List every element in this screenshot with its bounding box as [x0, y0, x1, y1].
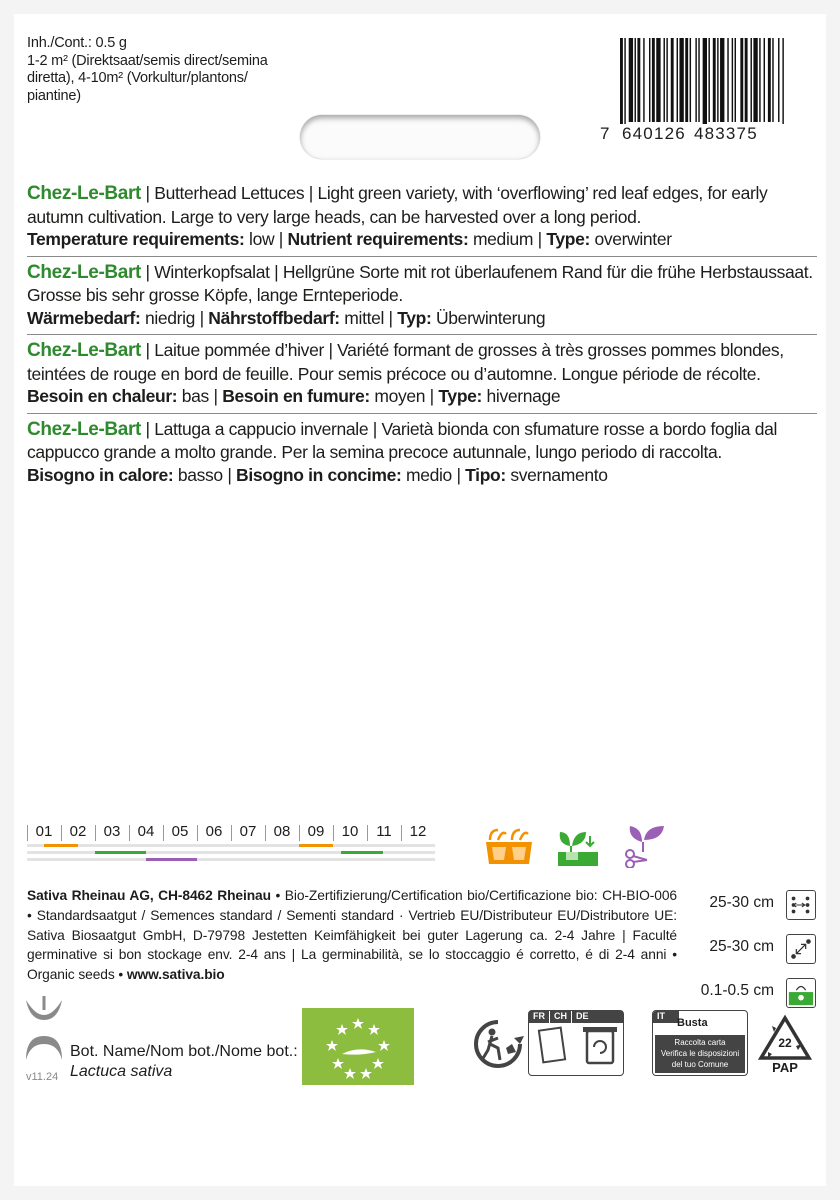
sowing-icon — [556, 826, 600, 868]
italy-sorting-box — [652, 1010, 748, 1076]
variety-name: Chez-Le-Bart — [27, 340, 142, 361]
spec-plant-spacing — [646, 934, 826, 964]
plant-spacing-value: 25-30 cm — [709, 938, 774, 955]
content-line: Inh./Cont.: 0.5 g — [27, 35, 127, 51]
variety-description: | Laitue pommée d’hiver | Variété formant de grosses à très grosses pommes blondes, teintées de rouge en bord de feuille. Pour semis précoce ou d’automne. Longue période de récolte. — [27, 340, 784, 384]
month-label: 05 — [163, 823, 197, 840]
sowing-calendar — [27, 823, 435, 865]
temp-label: Wärmebedarf: — [27, 307, 141, 328]
variety-descriptions — [27, 182, 817, 491]
nutrient-value: medium | — [468, 229, 547, 249]
content-info — [27, 35, 297, 105]
version-label: v11.24 — [26, 1071, 59, 1083]
italy-code: IT — [653, 1011, 679, 1023]
month-label: 11 — [367, 823, 401, 840]
row-spacing-value: 25-30 cm — [709, 894, 774, 911]
nutrient-value: mittel | — [339, 307, 398, 328]
nutrient-label: Besoin en fumure: — [222, 386, 370, 406]
temp-value: basso | — [173, 464, 237, 485]
month-label: 03 — [95, 823, 129, 840]
month-label: 09 — [299, 823, 333, 840]
pap-number: 22 — [778, 1036, 792, 1050]
company-info — [27, 886, 677, 985]
temp-value: bas | — [177, 386, 223, 406]
variety-description: | Lattuga a cappucio invernale | Varietà bionda con sfumature rosse a bordo foglia dal cappucco grande a molto grande. Per la semina precoce autunnale, lungo periodo di raccolta. — [27, 418, 777, 462]
type-label: Typ: — [397, 307, 432, 328]
month-label: 04 — [129, 823, 163, 840]
month-label: 01 — [27, 823, 61, 840]
month-label: 02 — [61, 823, 95, 840]
type-label: Type: — [546, 229, 590, 249]
variety-name: Chez-Le-Bart — [27, 183, 142, 204]
type-label: Tipo: — [465, 464, 506, 485]
content-line: piantine) — [27, 87, 81, 104]
description-fr — [27, 335, 817, 414]
calendar-track — [27, 858, 435, 861]
calendar-bar-indoor — [44, 844, 78, 847]
spec-row-spacing — [646, 890, 826, 920]
month-label: 08 — [265, 823, 299, 840]
type-value: Überwinterung — [431, 307, 546, 328]
botanical-latin: Lactuca sativa — [70, 1063, 173, 1080]
italy-text-line: Verifica le disposizioni — [660, 1049, 740, 1058]
temp-label: Temperature requirements: — [27, 229, 245, 249]
nutrient-value: medio | — [401, 464, 466, 485]
plant-spacing-icon — [786, 934, 816, 964]
calendar-track — [27, 844, 435, 847]
company-text: • Bio-Zertifizierung/Certification bio/Certificazione bio: CH-BIO-006 • Standardsaatgut / Semences standard / Sementi standard · Vertrieb EU/Distributeur EU/Distributore UE: Sativa Biosaatgut GmbH, D-79798 Jestetten Keimfähigkeit bei guter Lagerung ca. 2-4 Jahre | Faculté germinative si bon stockage env. 2-4 ans | La germinabilità, se lo stoccaggio é corretto, é di 2-4 anni • Organic seeds • — [27, 888, 677, 983]
barcode-digits-right: 483375 — [693, 124, 758, 143]
temp-label: Besoin en chaleur: — [27, 386, 178, 406]
description-de — [27, 257, 817, 336]
calendar-bar-harvest — [146, 858, 197, 861]
company-name: Sativa Rheinau AG, CH-8462 Rheinau — [27, 888, 271, 903]
company-website[interactable]: www.sativa.bio — [126, 967, 225, 983]
botanical-name — [70, 1042, 298, 1082]
nutrient-value: moyen | — [369, 386, 439, 406]
temp-label: Bisogno in calore: — [27, 464, 174, 485]
barcode-digits-left: 640126 — [622, 124, 686, 143]
content-line: 1-2 m² (Direktsaat/semis direct/semina — [27, 52, 268, 69]
month-label: 06 — [197, 823, 231, 840]
seed-tray-icon — [484, 828, 534, 868]
content-line: diretta), 4-10m² (Vorkultur/plantons/ — [27, 70, 248, 86]
calendar-bar-sowing — [95, 851, 146, 854]
description-it — [27, 414, 817, 492]
country-codes — [529, 1011, 623, 1023]
variety-description: | Butterhead Lettuces | Light green variety, with ‘overflowing’ red leaf edges, for early autumn cultivation. Large to very large heads, can be harvested over a long period. — [27, 183, 768, 227]
nutrient-label: Bisogno in concime: — [236, 464, 402, 485]
sorting-instruction-box — [528, 1010, 624, 1076]
italy-text — [655, 1035, 745, 1073]
description-en — [27, 182, 817, 257]
country-code: CH — [549, 1011, 571, 1023]
sowing-depth-icon — [786, 978, 816, 1008]
spec-sowing-depth — [646, 978, 826, 1008]
sowing-depth-value: 0.1-0.5 cm — [700, 982, 774, 999]
triman-icon — [470, 1018, 526, 1070]
pap-recycling-code — [756, 1014, 814, 1080]
paper-bin-icon — [529, 1023, 621, 1073]
calendar-months — [27, 823, 435, 840]
row-spacing-icon — [786, 890, 816, 920]
type-label: Type: — [438, 386, 483, 406]
country-code: FR — [533, 1011, 545, 1021]
type-value: svernamento — [505, 464, 608, 485]
moon-phase-icon — [22, 996, 66, 1066]
italy-title: Busta — [677, 1017, 708, 1029]
variety-name: Chez-Le-Bart — [27, 418, 142, 440]
barcode-bars — [620, 38, 816, 124]
hang-hole — [300, 115, 540, 159]
nutrient-label: Nährstoffbedarf: — [208, 307, 340, 328]
country-code: DE — [571, 1011, 593, 1023]
temp-value: low | — [244, 229, 288, 249]
type-value: overwinter — [589, 229, 672, 249]
barcode — [600, 38, 820, 146]
italy-text-line: del tuo Comune — [671, 1060, 729, 1069]
botanical-label: Bot. Name/Nom bot./Nome bot.: — [70, 1043, 298, 1060]
month-label: 07 — [231, 823, 265, 840]
type-value: hivernage — [482, 386, 561, 406]
barcode-digit-lead: 7 — [600, 124, 611, 143]
calendar-bar-sowing — [341, 851, 383, 854]
harvest-icon — [622, 824, 668, 868]
month-label: 10 — [333, 823, 367, 840]
italy-text-line: Raccolta carta — [674, 1038, 726, 1047]
nutrient-label: Nutrient requirements: — [287, 229, 469, 249]
temp-value: niedrig | — [140, 307, 209, 328]
pap-label: PAP — [772, 1060, 798, 1075]
eu-leaf-stars-icon — [302, 1008, 414, 1085]
month-label: 12 — [401, 823, 435, 840]
calendar-bar-indoor — [299, 844, 333, 847]
eu-organic-logo — [302, 1008, 414, 1085]
variety-description: | Winterkopfsalat | Hellgrüne Sorte mit rot überlaufenem Rand für die frühe Herbstaussaat. Grosse bis sehr grosse Köpfe, lange Ernteperiode. — [27, 261, 813, 305]
variety-name: Chez-Le-Bart — [27, 261, 142, 283]
